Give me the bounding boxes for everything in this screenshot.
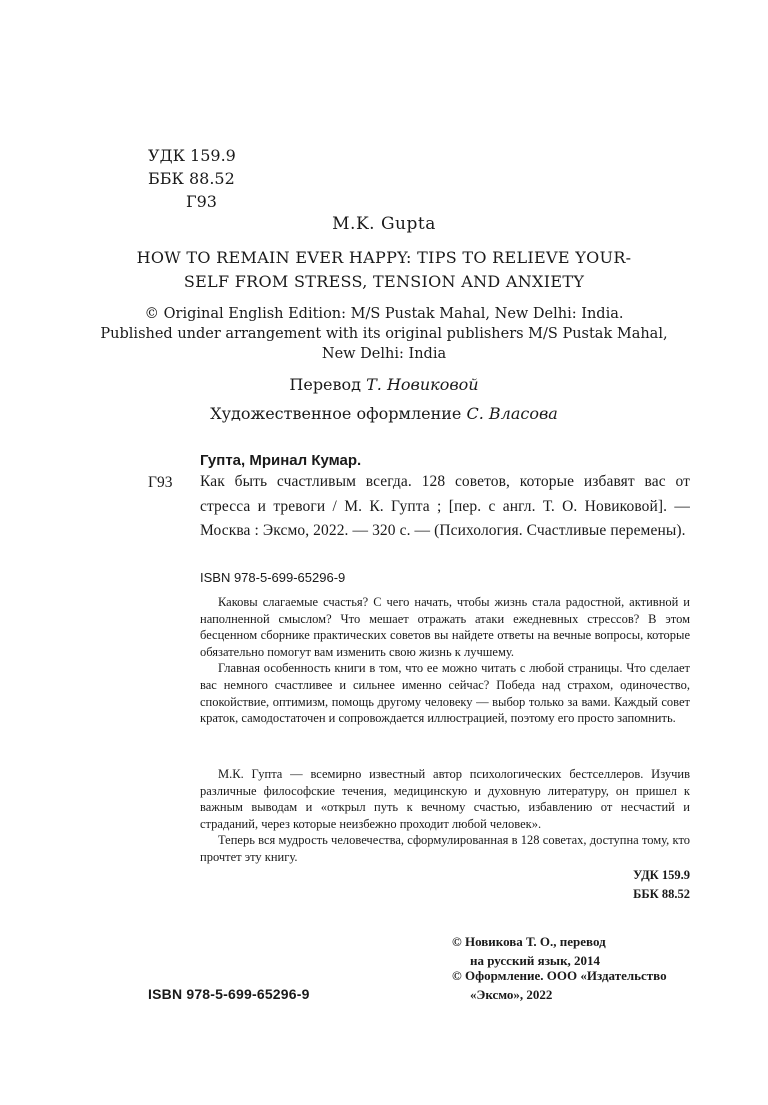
- annotation-paragraph-1: Каковы слагаемые счастья? С чего начать, чтобы жизнь стала радостной, активной и наполненной смыслом? Что мешает отражать атаки ежедневных стрессов? В этом бесценном сборнике практических советов вы найдете ответы на вечные вопросы, которые обязательно помогут вам изменить свою жизнь к лучшему.: [200, 595, 690, 659]
- record-isbn: ISBN 978-5-699-65296-9: [200, 570, 346, 585]
- original-author: M.K. Gupta: [332, 214, 436, 234]
- bbk-code: ББК 88.52: [148, 169, 235, 188]
- rights-line-1: © Original English Edition: M/S Pustak Mahal, New Delhi: India.: [144, 306, 624, 322]
- annotation-paragraph-3: М.К. Гупта — всемирно известный автор психологических бестселлеров. Изучив различные философские течения, медицинскую и духовную литературу, он пришел к важным выводам и «открыл путь к вечному счастью, избавлению от несчастий и страданий, через которые неизбежно проходит любой человек».: [200, 767, 690, 831]
- annotation-block: [200, 594, 690, 727]
- translation-label: Перевод: [289, 375, 362, 394]
- author-mark: Г93: [186, 192, 217, 211]
- copyright-line-4: «Эксмо», 2022: [470, 987, 553, 1002]
- design-label: Художественное оформление: [210, 404, 462, 423]
- record-mark: Г93: [148, 474, 173, 491]
- translator-name: Т. Новиковой: [366, 375, 479, 394]
- original-title-line-1: HOW TO REMAIN EVER HAPPY: TIPS TO RELIEVE YOUR-: [136, 248, 632, 267]
- annotation-paragraph-2: Главная особенность книги в том, что ее можно читать с любой страницы. Что сделает вас немного счастливее и сильнее именно сейчас? Победа над страхом, одиночество, спокойствие, оптимизм, помощь другому человеку — выбор только за вами. Каждый совет краток, самодостаточен и сопровождается иллюстрацией, поэтому его просто запомнить.: [200, 661, 690, 726]
- rights-line-2: Published under arrangement with its original publishers M/S Pustak Mahal,: [100, 326, 668, 342]
- designer-name: С. Власова: [466, 404, 558, 423]
- rights-line-3: New Delhi: India: [321, 346, 447, 362]
- design-credit: [0, 404, 768, 423]
- codes-udk: УДК 159.9: [633, 868, 690, 882]
- author-note-block: [200, 766, 690, 866]
- annotation-paragraph-4: Теперь вся мудрость человечества, сформулированная в 128 советах, доступна тому, кто прочтет эту книгу.: [200, 833, 690, 864]
- codes-bbk: ББК 88.52: [633, 887, 690, 901]
- copyright-line-3: © Оформление. ООО «Издательство: [452, 968, 667, 983]
- copyright-line-1: © Новикова Т. О., перевод: [452, 934, 606, 949]
- record-heading: Гупта, Мринал Кумар.: [200, 452, 362, 469]
- copyright-line-2: на русский язык, 2014: [470, 953, 601, 968]
- translation-credit: [0, 375, 768, 394]
- record-body: Как быть счастливым всегда. 128 советов, которые избавят вас от стресса и тревоги / М. К. Гупта ; [пер. с англ. Т. О. Новиковой]. — Москва : Эксмо, 2022. — 320 с. — (Психология. Счастливые перемены).: [200, 473, 690, 539]
- footer-isbn: ISBN 978-5-699-65296-9: [148, 986, 310, 1002]
- original-title-line-2: SELF FROM STRESS, TENSION AND ANXIETY: [183, 272, 585, 291]
- udk-code: УДК 159.9: [148, 146, 236, 165]
